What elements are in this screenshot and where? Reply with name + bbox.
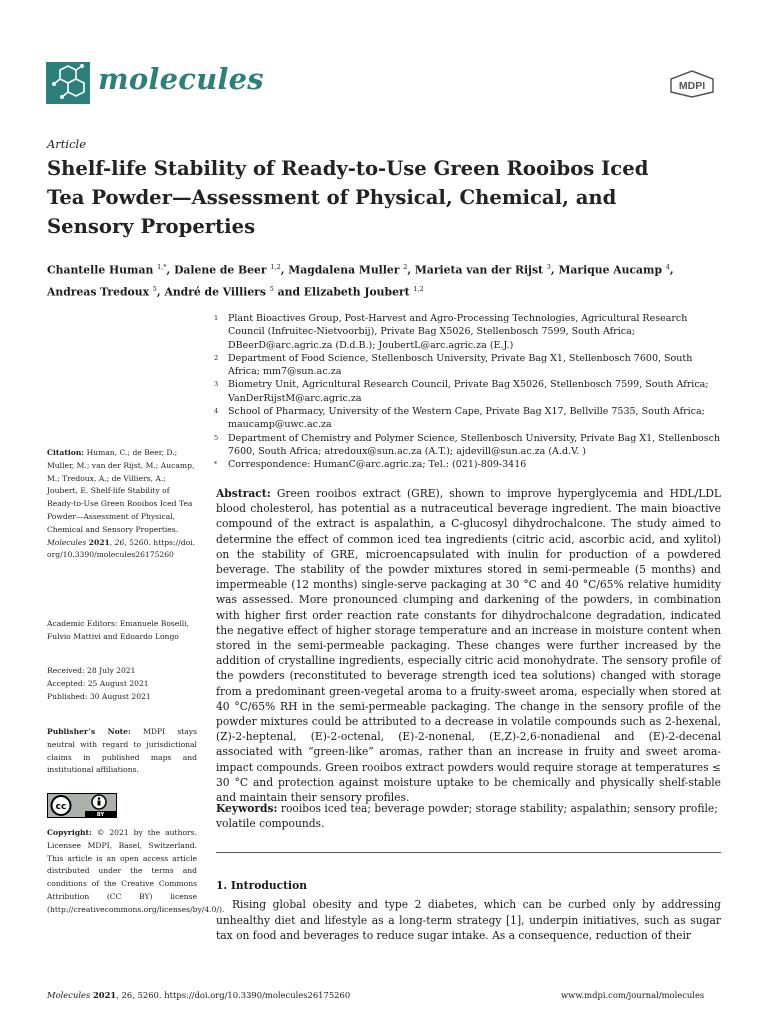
section-divider (216, 852, 721, 853)
abstract (216, 486, 721, 805)
cc-by-license-icon[interactable] (47, 793, 117, 818)
author-name: Chantelle Human (47, 263, 154, 277)
author-name: Magdalena Muller (288, 263, 400, 277)
author-name: Elizabeth Joubert (303, 285, 410, 299)
abstract-label: Abstract: (216, 487, 271, 500)
affiliation-item: 1 Plant Bioactives Group, Post-Harvest and Agro-Processing Technologies, Agricultural Research Council (Infruitec-Nietvoorbij), Private Bag X5026, Stellenbosch 7599, South Africa; DBeerD@arc.agric.za (D.d.B.); JoubertL@arc.agric.za (E.J.) (214, 313, 688, 351)
footer-citation: Molecules 2021, 26, 5260. https://doi.org/10.3390/molecules26175260 (47, 990, 351, 1000)
author-affiliation: 1,2 (413, 284, 424, 293)
author-affiliation: 3 (546, 263, 551, 271)
section-heading: 1. Introduction (216, 879, 307, 892)
keywords-label: Keywords: (216, 802, 278, 815)
affiliation-item: 5 Department of Chemistry and Polymer Science, Stellenbosch University, Private Bag X1, Stellenbosch 7600, South Africa; atredoux@sun.ac.za (A.T.); ajdevill@sun.ac.za (A.d.V. ) (214, 432, 721, 457)
keywords (216, 801, 721, 831)
received-date: Received: 28 July 2021 (47, 666, 136, 675)
author-affiliation: 5 (152, 284, 157, 293)
article-type: Article (47, 137, 87, 151)
footer-journal-url[interactable]: www.mdpi.com/journal/molecules (561, 990, 705, 1000)
accepted-date: Accepted: 25 August 2021 (47, 678, 149, 688)
publisher-label: MDPI (678, 80, 706, 92)
author-name: Andreas Tredoux (47, 285, 150, 299)
citation-doi-link[interactable]: https://doi.org/10.3390/molecules26175260 (47, 537, 195, 560)
mdpi-logo-icon (668, 70, 716, 98)
paper-title: Shelf-life Stability of Ready-to-Use Green Rooibos Iced Tea Powder—Assessment of Physical, Chemical, and Sensory Properties (47, 157, 649, 238)
keywords-text: rooibos iced tea; beverage powder; storage stability; aspalathin; sensory profile; volatile compounds. (216, 802, 718, 831)
publisher-note: Publisher’s Note: MDPI stays neutral with regard to jurisdictional claims in published maps and institutional affiliations. (47, 727, 197, 775)
journal-logo-icon (46, 62, 90, 104)
copyright-notice: Copyright: © 2021 by the authors. Licensee MDPI, Basel, Switzerland. This article is an open access article distributed under the terms and conditions of the Creative Commons Attribution (CC BY) license (http://creativecommons.org/licenses/by/4.0/). (47, 828, 225, 914)
affiliation-item: 2 Department of Food Science, Stellenbosch University, Private Bag X1, Stellenbosch 7600, South Africa; mm7@sun.ac.za (214, 352, 693, 378)
abstract-text: Green rooibos extract (GRE), shown to improve hyperglycemia and HDL/LDL blood cholesterol, has potential as a nutraceutical beverage ingredient. The main bioactive compound of the extract is aspalathin, a C-glucosyl dihydrochalcone. The study aimed to determine the effect of common iced tea ingredients (citric acid, ascorbic acid, and xylitol) on the stability of GRE, microencapsulated with inulin for production of a powdered beverage. The stability of the powder mixtures stored in semi-permeable (5 months) and impermeable (12 months) single-serve packaging at 30 °C and 40 °C/65% relative humidity was assessed. More pronounced clumping and darkening of the powders, in combination with higher first order reaction rate constants for dihydrochalcone degradation, indicated the negative effect of higher storage temperature and an increase in moisture content when stored in the semi-permeable packaging. These changes were further increased by the addition of crystalline ingredients, especially citric acid monohydrate. The sensory profile of the powders (reconstituted to beverage strength iced tea solutions) changed with storage from a predominant green-vegetal aroma to a fruity-sweet aroma, especially when stored at 40 °C/65% RH in the semi-permeable packaging. The change in the sensory profile of the powder mixtures could be attributed to a decrease in volatile compounds such as 2-hexenal, (Z)-2-heptenal, (E)-2-octenal, (E)-2-nonenal, (E,Z)-2,6-nonadienal and (E)-2-decenal associated with “green-like” aromas, rather than an increase in fruity and sweet aroma-impact compounds. Green rooibos extract powders would require storage at temperatures ≤ 30 °C and protection against moisture uptake to be chemically and physically shelf-stable and maintain their sensory profiles. (216, 487, 722, 805)
author-affiliation: 4 (665, 263, 670, 271)
affiliation-item: 4 School of Pharmacy, University of the Western Cape, Private Bag X17, Bellville 7535, South Africa; maucamp@uwc.ac.za (214, 406, 705, 431)
author-affiliation: 1,2 (270, 263, 281, 271)
by-mark: BY (96, 812, 105, 818)
cc-mark: cc (55, 802, 67, 812)
author-list: Chantelle Human $^{1,*}$, Dalene de Beer $^{1,2}$, Magdalena Muller $^2$, Marieta van der Rijst $^3$, Marique Aucamp $^4$, Andreas Tredoux $^5$, André de Villiers $^5$ and Elizabeth Joubert $^{1,2}$ (47, 263, 674, 299)
affiliations (214, 312, 724, 472)
author-name: Marique Aucamp (558, 263, 662, 277)
affiliation-item: 3 Biometry Unit, Agricultural Research Council, Private Bag X5026, Stellenbosch 7599, South Africa; VanDerRijstM@arc.agric.za (214, 379, 709, 404)
author-name: Marieta van der Rijst (414, 263, 544, 277)
published-date: Published: 30 August 2021 (47, 691, 151, 701)
author-affiliation: 2 (403, 263, 408, 271)
introduction-text: Rising global obesity and type 2 diabetes, which can be curbed only by addressing unhealthy diet and lifestyle as a long-term strategy [1], underpin initiatives, such as sugar tax on food and beverages to reduce sugar intake. As a consequence, reduction of their (216, 898, 721, 943)
dates-block (47, 665, 197, 703)
author-name: André de Villiers (164, 285, 266, 299)
journal-name: molecules (98, 62, 264, 96)
citation-block: Citation: Human, C.; de Beer, D.; Muller, M.; van der Rijst, M.; Aucamp, M.; Tredoux, A.; de Villiers, A.; Joubert, E. Shelf-life Stability of Ready-to-Use Green Rooibos Iced Tea Powder—Assessment of Physical, Chemical and Sensory Properties. Molecules 2021, 26, 5260. https://doi.org/10.3390/molecules26175260 (47, 448, 195, 560)
author-affiliation: 1,* (157, 263, 167, 271)
academic-editors: Academic Editors: Emanuele Boselli, Fulvio Mattivi and Edoardo Longo (47, 619, 189, 641)
correspondence: * Correspondence: HumanC@arc.agric.za; Tel.: (021)-809-3416 (214, 459, 527, 471)
author-name: Dalene de Beer (174, 263, 267, 277)
author-affiliation: 5 (269, 284, 274, 293)
